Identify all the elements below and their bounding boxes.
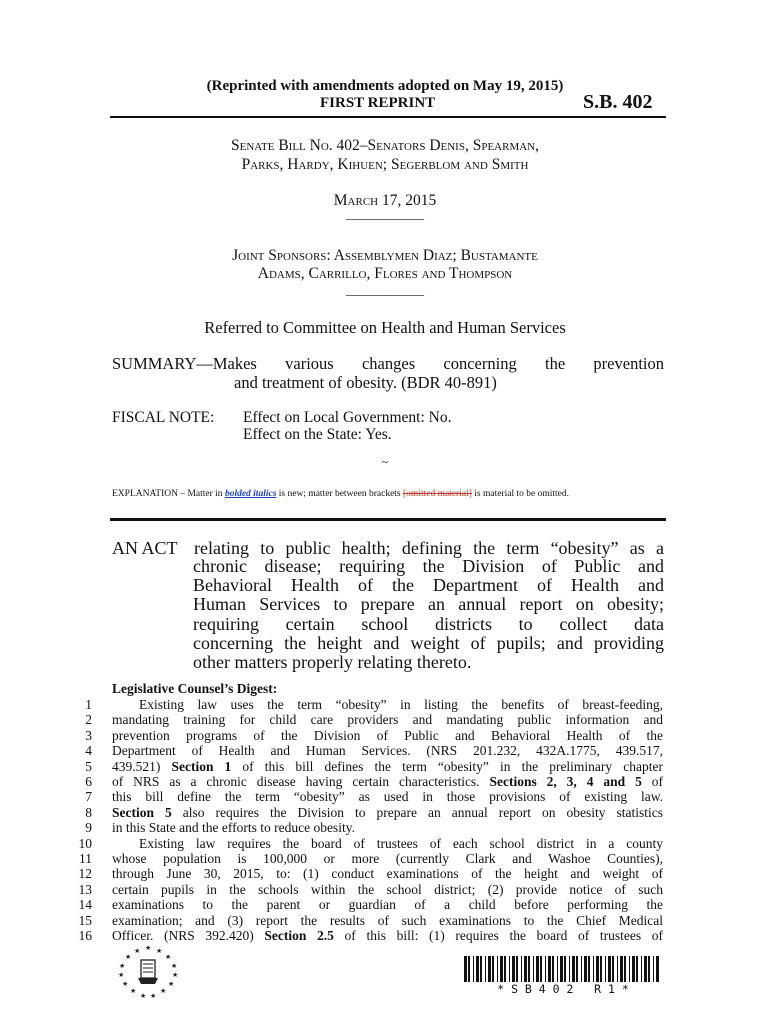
- svg-text:★: ★: [122, 980, 129, 988]
- barcode-bar: [612, 956, 614, 982]
- barcode-bar: [617, 956, 618, 982]
- svg-text:★: ★: [172, 971, 179, 979]
- barcode-bar: [488, 956, 491, 982]
- barcode-bar: [516, 956, 518, 982]
- digest-line-number: 9: [85, 820, 92, 836]
- barcode-bar: [653, 956, 654, 982]
- digest-line: 439.521) Section 1 of this bill defines the term “obesity” in the preliminary chapter: [112, 758, 663, 774]
- barcode-bar: [624, 956, 626, 982]
- digest-line-number: 10: [78, 835, 92, 851]
- barcode-bar: [512, 956, 515, 982]
- barcode-bar: [473, 956, 474, 982]
- barcode-bar: [620, 956, 623, 982]
- summary-line-2: and treatment of obesity. (BDR 40-891): [234, 373, 497, 392]
- barcode-bar: [492, 956, 494, 982]
- act-line: other matters properly relating thereto.: [193, 652, 472, 673]
- digest-line: whose population is 100,000 or more (currently Clark and Washoe Counties),: [112, 851, 663, 866]
- barcode-bar: [536, 956, 539, 982]
- explanation-suffix: is material to be omitted.: [471, 489, 569, 499]
- act-line: requiring certain school districts to collect data: [193, 613, 664, 634]
- barcode-bar: [521, 956, 522, 982]
- svg-text:★: ★: [168, 980, 175, 988]
- act-line: concerning the height and weight of pupils; and providing: [193, 632, 664, 653]
- barcode-bar: [605, 956, 606, 982]
- bill-date: March 17, 2015: [333, 192, 437, 209]
- digest-line-number: 12: [78, 866, 92, 882]
- barcode-bar: [576, 956, 578, 982]
- barcode-bar: [581, 956, 582, 982]
- joint-sponsors-line-2: Adams, Carrillo, Flores and Thompson: [257, 265, 513, 282]
- barcode-bar: [560, 956, 563, 982]
- svg-text:★: ★: [119, 962, 126, 970]
- barcode-caption: * S B 4 0 2 R 1 *: [497, 982, 629, 996]
- barcode-bar: [636, 956, 638, 982]
- digest-line-number: 5: [85, 758, 92, 774]
- digest-line-number: 7: [85, 789, 92, 805]
- act-line: Human Services to prepare an annual report on obesity;: [193, 594, 664, 615]
- digest-line: examinations to the parent or guardian of a child before performing the: [112, 897, 663, 913]
- barcode-bar: [509, 956, 510, 982]
- explanation-prefix: EXPLANATION – Matter in: [112, 489, 225, 499]
- barcode-bar: [641, 956, 642, 982]
- barcode-bar: [476, 956, 479, 982]
- nevada-seal-logo: [112, 944, 184, 1000]
- digest-line: certain pupils in the schools within the school district; (2) provide notice of such: [112, 881, 663, 897]
- digest-line-number: 16: [78, 928, 92, 943]
- svg-text:★: ★: [134, 947, 141, 955]
- barcode-bar: [644, 956, 647, 982]
- svg-text:★: ★: [125, 953, 132, 961]
- act-line-1-text: relating to public health; defining the term “obesity” as a: [194, 538, 664, 558]
- svg-text:★: ★: [140, 992, 147, 1000]
- sponsors-line-1: Senate Bill No. 402–Senators Denis, Spearman,: [231, 137, 539, 154]
- barcode-bar: [593, 956, 594, 982]
- barcode-bar: [485, 956, 486, 982]
- barcode-bar: [528, 956, 530, 982]
- act-line: chronic disease; requiring the Division of Public and: [193, 556, 664, 576]
- digest-line: Section 5 also requires the Division to prepare an annual report on obesity statistics: [112, 804, 663, 820]
- barcode-bar: [540, 956, 542, 982]
- fiscal-note-local: Effect on Local Government: No.: [243, 409, 452, 426]
- digest-line-number: 1: [85, 697, 92, 712]
- barcode-bar: [596, 956, 599, 982]
- digest-line-number: 2: [85, 712, 92, 728]
- divider-rule-2: ____________: [346, 282, 424, 297]
- barcode-bar: [584, 956, 587, 982]
- digest-line: of NRS as a chronic disease having certain characteristics. Sections 2, 3, 4 and 5 of: [112, 774, 663, 789]
- barcode-bar: [569, 956, 570, 982]
- tilde-separator: ~: [381, 455, 389, 469]
- sponsors-line-2: Parks, Hardy, Kihuen; Segerblom and Smith: [241, 156, 529, 173]
- barcode-bar: [564, 956, 566, 982]
- omitted-matter-marker: [omitted material]: [403, 489, 472, 499]
- svg-text:★: ★: [165, 953, 172, 961]
- svg-text:★: ★: [150, 992, 157, 1000]
- digest-line: through June 30, 2015, to: (1) conduct examinations of the height and weight of: [112, 866, 663, 882]
- act-lead: AN ACT: [112, 538, 178, 558]
- explanation-middle: is new; matter between brackets: [276, 489, 404, 499]
- barcode: [464, 956, 662, 982]
- digest-line-number: 14: [78, 897, 92, 913]
- new-matter-marker: bolded italics: [224, 489, 277, 499]
- divider-rule-1: ____________: [346, 206, 424, 221]
- digest-line: examination; and (3) report the results of such examinations to the Chief Medical: [112, 912, 663, 928]
- svg-text:★: ★: [130, 987, 137, 995]
- barcode-bar: [468, 956, 470, 982]
- act-line: Behavioral Health of the Department of Health and: [193, 575, 664, 596]
- digest-line-number: 11: [79, 851, 92, 866]
- digest-line-number: 4: [85, 743, 92, 759]
- digest-line: Officer. (NRS 392.420) Section 2.5 of this bill: (1) requires the board of trustees of: [112, 928, 663, 943]
- digest-line: prevention programs of the Division of Public and Behavioral Health of the: [112, 727, 663, 743]
- fiscal-note-label: FISCAL NOTE:: [112, 409, 215, 426]
- barcode-bar: [548, 956, 551, 982]
- digest-line-number: 15: [78, 912, 92, 928]
- barcode-bar: [632, 956, 635, 982]
- digest-line: Existing law uses the term “obesity” in listing the benefits of breast-feeding,: [139, 697, 663, 712]
- barcode-bar: [588, 956, 590, 982]
- barcode-bar: [572, 956, 575, 982]
- digest-line: this bill define the term “obesity” as used in those provisions of existing law.: [112, 789, 663, 805]
- digest-line-number: 13: [78, 881, 92, 897]
- barcode-bar: [524, 956, 527, 982]
- joint-sponsors-line-1: Joint Sponsors: Assemblymen Diaz; Bustamante: [232, 247, 538, 264]
- digest-line: in this State and the efforts to reduce obesity.: [112, 820, 355, 836]
- barcode-bar: [480, 956, 482, 982]
- barcode-bar: [497, 956, 498, 982]
- explanation-note: [112, 489, 664, 499]
- barcode-bar: [608, 956, 611, 982]
- bill-number: S.B. 402: [583, 91, 653, 113]
- committee-referral: Referred to Committee on Health and Human Services: [204, 318, 566, 337]
- barcode-bar: [552, 956, 554, 982]
- act-continuation: [193, 557, 664, 672]
- barcode-bar: [504, 956, 506, 982]
- header-rule: [110, 116, 666, 118]
- digest-line: mandating training for child care providers and mandating public information and: [112, 712, 663, 728]
- reprint-note: (Reprinted with amendments adopted on May 19, 2015): [206, 78, 564, 94]
- barcode-bar: [557, 956, 558, 982]
- explanation-rule: [110, 518, 666, 521]
- barcode-bar: [500, 956, 503, 982]
- barcode-bar: [600, 956, 602, 982]
- digest-line-number: 3: [85, 727, 92, 743]
- barcode-bar: [648, 956, 650, 982]
- svg-text:★: ★: [145, 944, 152, 952]
- digest-title: Legislative Counsel’s Digest:: [112, 681, 278, 696]
- barcode-bar: [464, 956, 467, 982]
- summary-line-1: SUMMARY—Makes various changes concerning the prevention: [112, 354, 664, 373]
- barcode-bar: [533, 956, 534, 982]
- digest-line: Existing law requires the board of trustees of each school district in a county: [139, 835, 663, 851]
- barcode-bar: [656, 956, 659, 982]
- svg-text:★: ★: [118, 971, 125, 979]
- barcode-bar: [545, 956, 546, 982]
- digest-line: Department of Health and Human Services. (NRS 201.232, 432A.1775, 439.517,: [112, 743, 663, 759]
- svg-text:★: ★: [160, 987, 167, 995]
- svg-text:★: ★: [156, 947, 163, 955]
- digest-line-number: 6: [85, 774, 92, 789]
- svg-text:★: ★: [171, 962, 178, 970]
- digest-line-number: 8: [85, 804, 92, 820]
- barcode-bar: [629, 956, 630, 982]
- first-reprint-label: FIRST REPRINT: [320, 95, 436, 111]
- fiscal-note-state: Effect on the State: Yes.: [243, 426, 392, 443]
